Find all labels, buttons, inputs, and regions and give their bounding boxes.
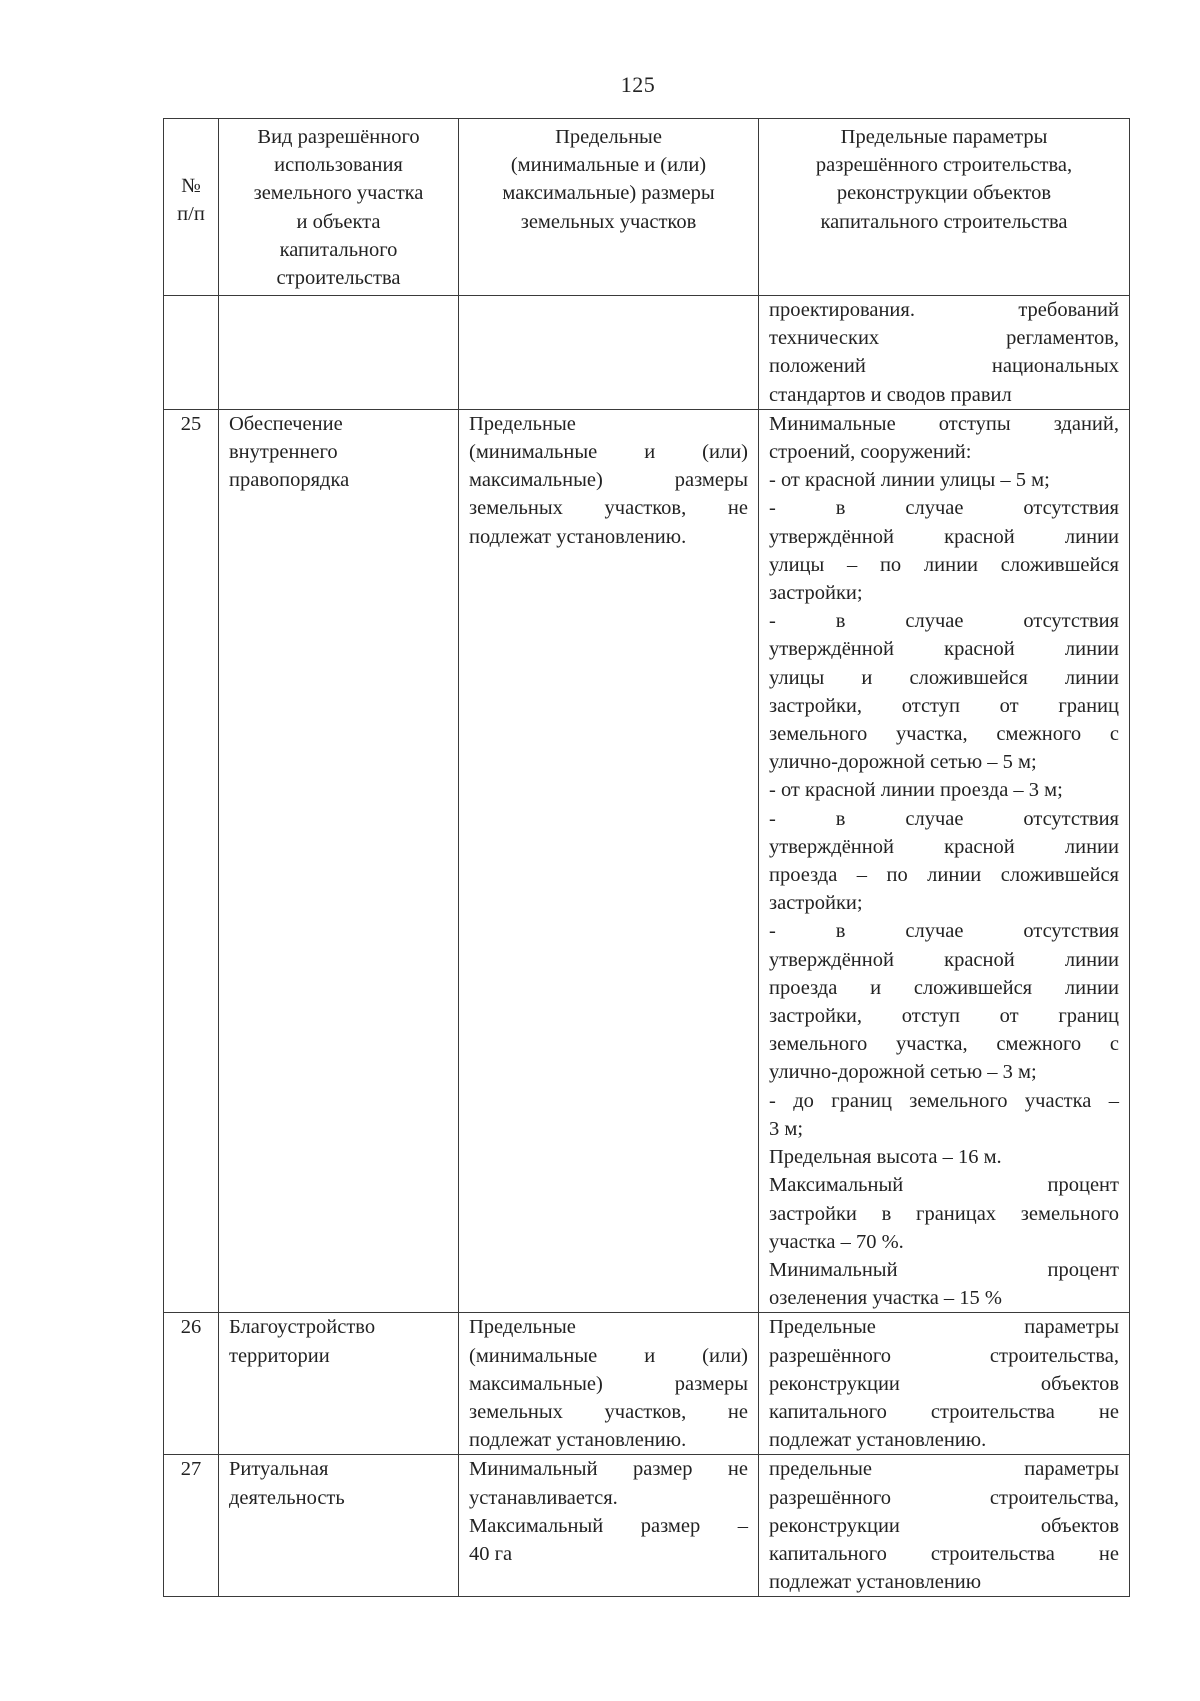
cell-number: 26 bbox=[164, 1313, 219, 1455]
cell-number bbox=[164, 296, 219, 410]
cell-text-line: утверждённой красной линии bbox=[769, 948, 1119, 971]
cell-text-line: земельных участков, не bbox=[469, 1400, 748, 1423]
cell-construction-parameters bbox=[759, 1455, 1130, 1597]
cell-construction-parameters bbox=[759, 296, 1130, 410]
cell-text-line: утверждённой красной линии bbox=[769, 835, 1119, 858]
cell-text-line: утверждённой красной линии bbox=[769, 638, 1119, 661]
cell-text-line: разрешённого строительства, bbox=[769, 1344, 1119, 1367]
cell-text-line: земельного участка bbox=[253, 182, 424, 205]
cell-text-line: Предельные параметры bbox=[840, 126, 1048, 148]
cell-plot-size-limits bbox=[459, 296, 759, 410]
cell-text-line: Предельные bbox=[555, 126, 662, 148]
cell-text-line: земельного участка, смежного с bbox=[769, 723, 1119, 746]
cell-text-line: технических регламентов, bbox=[769, 327, 1119, 350]
cell-text-line: реконструкции объектов bbox=[769, 1514, 1119, 1537]
cell-text-line: Вид разрешённого bbox=[257, 126, 420, 148]
cell-text-line: застройки; bbox=[769, 582, 863, 605]
cell-text-line: озеленения участка – 15 % bbox=[769, 1287, 1003, 1310]
cell-text-line: - в случае отсутствия bbox=[769, 610, 1119, 633]
cell-text-line: строений, сооружений: bbox=[769, 441, 972, 464]
cell-text-line: капитального строительства не bbox=[769, 1542, 1119, 1565]
cell-text-line: улицы – по линии сложившейся bbox=[769, 553, 1119, 576]
cell-land-use-type bbox=[219, 409, 459, 1313]
cell-text-line: Минимальные отступы зданий, bbox=[769, 412, 1119, 435]
cell-text-line: Ритуальная bbox=[229, 1458, 329, 1481]
cell-plot-size-limits bbox=[459, 1455, 759, 1597]
cell-text-line: Предельные bbox=[469, 1316, 576, 1339]
page-number: 125 bbox=[620, 72, 656, 97]
cell-text-line: Предельная высота – 16 м. bbox=[769, 1146, 1002, 1169]
cell-text-line: - от красной линии улицы – 5 м; bbox=[769, 469, 1050, 492]
cell-text-line: утверждённой красной линии bbox=[769, 525, 1119, 548]
cell-text-line: проезда и сложившейся линии bbox=[769, 976, 1119, 999]
cell-land-use-type bbox=[219, 1455, 459, 1597]
table-header-row bbox=[164, 119, 1130, 296]
cell-text-line: Минимальный размер не bbox=[469, 1458, 748, 1481]
cell-land-use-type bbox=[219, 1313, 459, 1455]
cell-text-line: - до границ земельного участка – bbox=[769, 1089, 1119, 1112]
cell-plot-size-limits bbox=[459, 409, 759, 1313]
cell-text-line: строительства bbox=[276, 267, 401, 290]
cell-text-line: земельного участка, смежного с bbox=[769, 1033, 1119, 1056]
cell-text-line: застройки, отступ от границ bbox=[769, 694, 1119, 717]
cell-text-line: капитального строительства не bbox=[769, 1400, 1119, 1423]
cell-text-line: разрешённого строительства, bbox=[815, 154, 1073, 177]
cell-text-line: реконструкции объектов bbox=[836, 182, 1052, 205]
cell-text-line: устанавливается. bbox=[469, 1486, 618, 1509]
cell-text-line: земельных участков bbox=[520, 210, 697, 233]
cell-text-line: внутреннего bbox=[229, 441, 338, 464]
cell-text-line: разрешённого строительства, bbox=[769, 1486, 1119, 1509]
cell-text-line: подлежат установлению. bbox=[769, 1429, 987, 1452]
cell-text-line: № bbox=[181, 174, 201, 197]
cell-text-line: Минимальный процент bbox=[769, 1258, 1119, 1281]
header-construction-parameters bbox=[759, 119, 1130, 296]
land-use-regulations-table bbox=[163, 118, 1130, 1597]
cell-text-line: застройки в границах земельного bbox=[769, 1202, 1119, 1225]
cell-text-line: предельные параметры bbox=[769, 1458, 1119, 1481]
table-row-27 bbox=[164, 1455, 1130, 1597]
cell-text-line: - от красной линии проезда – 3 м; bbox=[769, 779, 1063, 802]
cell-text-line: и объекта bbox=[296, 210, 381, 233]
cell-text-line: улично-дорожной сетью – 3 м; bbox=[769, 1061, 1037, 1084]
cell-text-line: использования bbox=[274, 154, 403, 177]
cell-land-use-type bbox=[219, 296, 459, 410]
cell-text-line: 40 га bbox=[469, 1542, 513, 1565]
table-row-26 bbox=[164, 1313, 1130, 1455]
cell-construction-parameters bbox=[759, 409, 1130, 1313]
cell-construction-parameters bbox=[759, 1313, 1130, 1455]
cell-text-line: подлежат установлению. bbox=[469, 1429, 687, 1452]
cell-text-line: Обеспечение bbox=[229, 412, 343, 435]
cell-number: 27 bbox=[164, 1455, 219, 1597]
cell-text-line: Предельные bbox=[469, 412, 576, 435]
cell-text-line: максимальные) размеры bbox=[469, 469, 748, 492]
cell-text-line: капитального строительства bbox=[820, 210, 1068, 233]
cell-text-line: - в случае отсутствия bbox=[769, 807, 1119, 830]
cell-text-line: территории bbox=[229, 1344, 330, 1367]
cell-text-line: (минимальные и (или) bbox=[510, 154, 707, 177]
cell-text-line: стандартов и сводов правил bbox=[769, 383, 1012, 406]
header-plot-size-limits bbox=[459, 119, 759, 296]
header-number bbox=[164, 119, 219, 296]
cell-text-line: - в случае отсутствия bbox=[769, 497, 1119, 520]
cell-text-line: положений национальных bbox=[769, 355, 1119, 378]
cell-text-line: земельных участков, не bbox=[469, 497, 748, 520]
cell-text-line: п/п bbox=[177, 203, 205, 225]
cell-text-line: деятельность bbox=[229, 1486, 345, 1509]
cell-number: 25 bbox=[164, 409, 219, 1313]
cell-text-line: максимальные) размеры bbox=[469, 1372, 748, 1395]
table-row-continuation bbox=[164, 296, 1130, 410]
cell-text-line: подлежат установлению. bbox=[469, 525, 687, 548]
cell-text-line: максимальные) размеры bbox=[502, 182, 715, 205]
cell-text-line: (минимальные и (или) bbox=[469, 441, 748, 464]
cell-plot-size-limits bbox=[459, 1313, 759, 1455]
cell-text-line: Предельные параметры bbox=[769, 1316, 1119, 1339]
cell-text-line: (минимальные и (или) bbox=[469, 1344, 748, 1367]
cell-text-line: проектирования. требований bbox=[769, 299, 1119, 321]
cell-text-line: улично-дорожной сетью – 5 м; bbox=[769, 751, 1037, 774]
cell-text-line: капитального bbox=[279, 238, 398, 261]
table-row-25 bbox=[164, 409, 1130, 1313]
cell-text-line: участка – 70 %. bbox=[769, 1230, 904, 1253]
cell-text-line: Максимальный размер – bbox=[469, 1514, 748, 1537]
header-land-use-type bbox=[219, 119, 459, 296]
cell-text-line: 3 м; bbox=[769, 1117, 804, 1140]
cell-text-line: - в случае отсутствия bbox=[769, 920, 1119, 943]
cell-text-line: застройки, отступ от границ bbox=[769, 1005, 1119, 1028]
cell-text-line: проезда – по линии сложившейся bbox=[769, 864, 1119, 887]
cell-text-line: Максимальный процент bbox=[769, 1174, 1119, 1197]
cell-text-line: застройки; bbox=[769, 892, 863, 915]
cell-text-line: подлежат установлению bbox=[769, 1571, 982, 1594]
cell-text-line: улицы и сложившейся линии bbox=[769, 666, 1119, 689]
cell-text-line: Благоустройство bbox=[229, 1316, 376, 1339]
cell-text-line: правопорядка bbox=[229, 469, 350, 492]
cell-text-line: реконструкции объектов bbox=[769, 1372, 1119, 1395]
